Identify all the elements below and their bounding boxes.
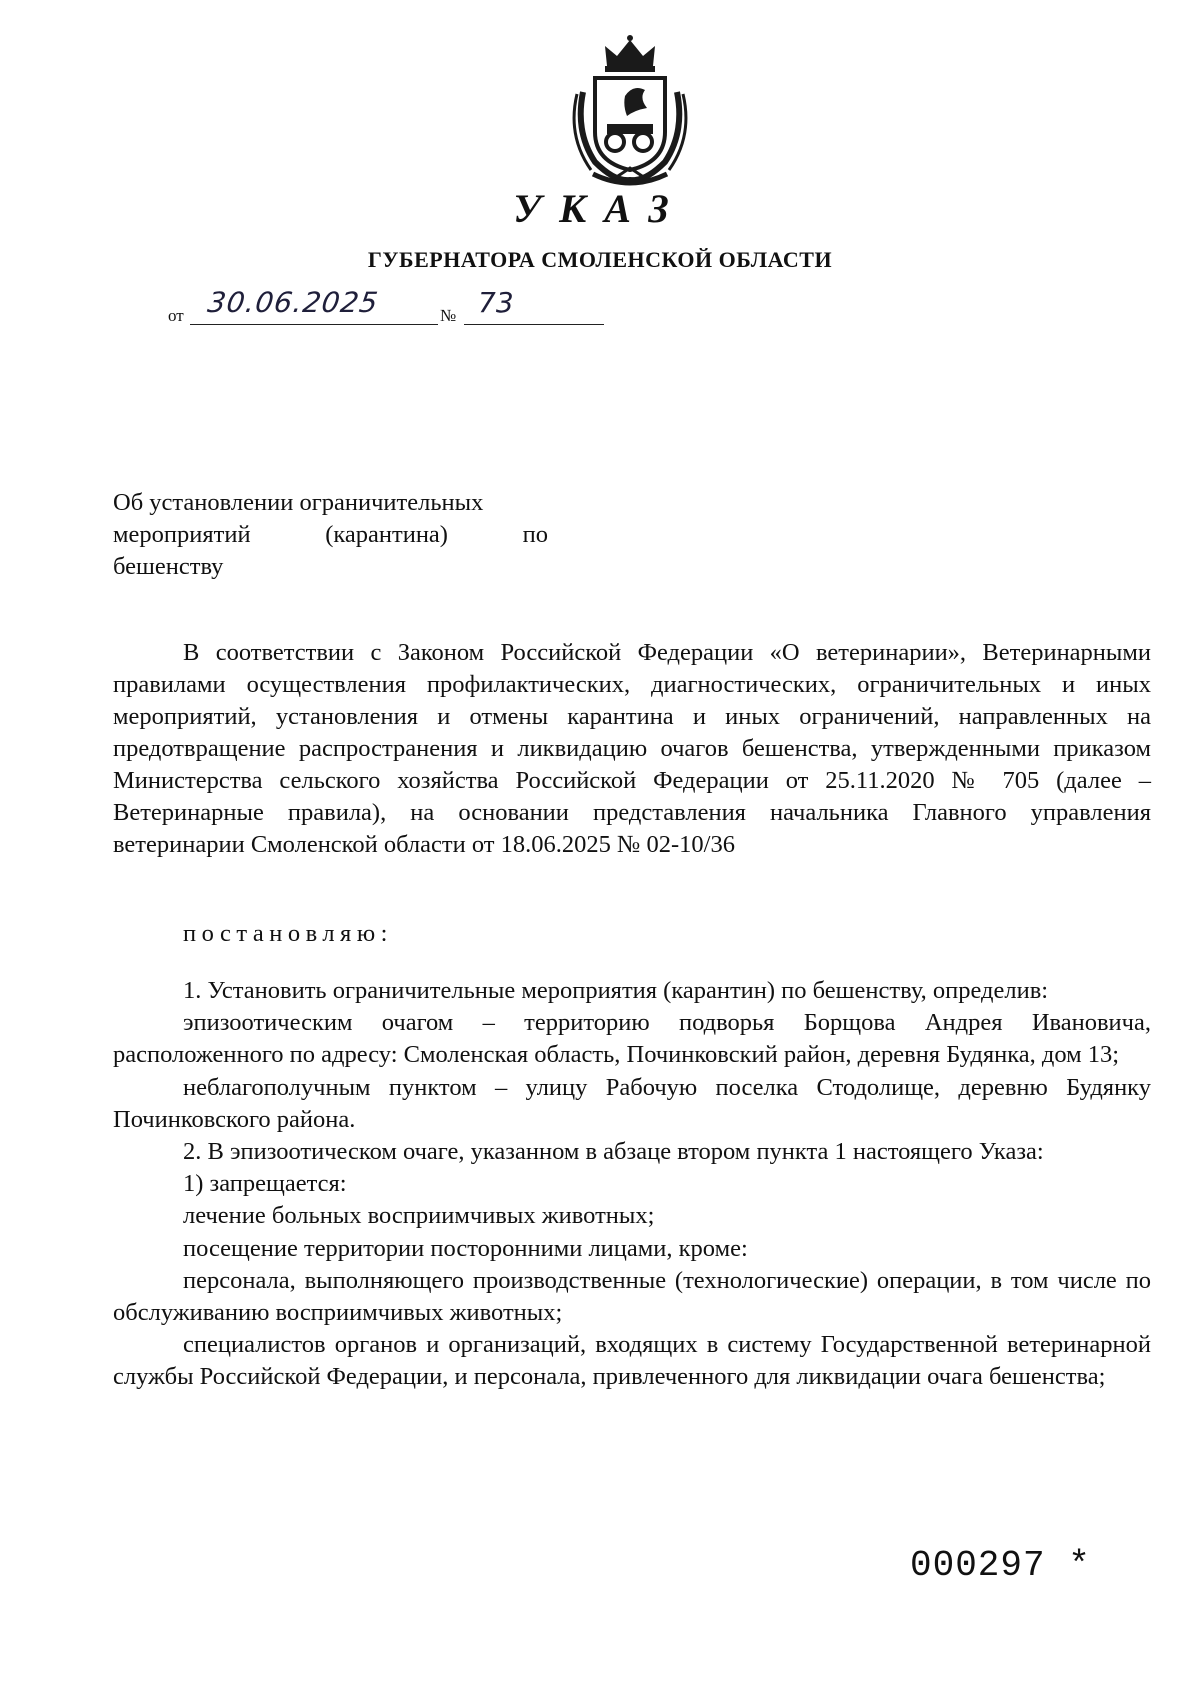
document-title: УКАЗ [513, 186, 687, 231]
handwritten-number: 73 [478, 286, 514, 319]
item-paragraph: 1) запрещается: [183, 1170, 347, 1198]
dateline [168, 286, 608, 330]
date-prefix-label: от [168, 306, 184, 325]
subject-word: по [522, 521, 548, 548]
item-paragraph: эпизоотическим очагом – территорию подворья Борщова Андрея Ивановича, расположенного по адресу: Смоленская область, Починковский район, деревня Будянка, дом 13; [113, 1009, 1151, 1069]
item-paragraph: 2. В эпизоотическом очаге, указанном в абзаце втором пункта 1 настоящего Указа: [183, 1138, 1044, 1166]
handwritten-date: 30.06.2025 [205, 286, 381, 319]
subject-word: (карантина) [325, 521, 448, 548]
subject-line: Об установлении ограничительных [113, 489, 484, 516]
item-paragraph: лечение больных восприимчивых животных; [183, 1202, 655, 1230]
subject-line: бешенству [113, 553, 224, 580]
subject-line-justified [113, 519, 548, 551]
item-paragraph: посещение территории посторонними лицами, кроме: [183, 1234, 748, 1262]
preamble-block [113, 637, 1151, 861]
subject-word: мероприятий [113, 521, 251, 548]
serial-number: 000297 * [910, 1545, 1091, 1586]
document-subject [113, 487, 548, 583]
decree-word: постановляю: [183, 920, 393, 947]
item-paragraph: неблагополучным пунктом – улицу Рабочую поселка Стодолище, деревню Будянку Починковского района. [113, 1073, 1151, 1133]
date-underline [190, 324, 438, 325]
issuer-title: ГУБЕРНАТОРА СМОЛЕНСКОЙ ОБЛАСТИ [367, 247, 833, 272]
decree-items [113, 975, 1151, 1394]
item-paragraph: специалистов органов и организаций, входящих в систему Государственной ветеринарной службы Российской Федерации, и персонала, привлеченного для ликвидации очага бешенства; [113, 1331, 1151, 1391]
item-paragraph: 1. Установить ограничительные мероприятия (карантин) по бешенству, определив: [183, 977, 1049, 1004]
item-paragraph: персонала, выполняющего производственные (технологические) операции, в том числе по обслуживанию восприимчивых животных; [113, 1266, 1151, 1327]
preamble-paragraph: В соответствии с Законом Российской Федерации «О ветеринарии», Ветеринарными правилами осуществления профилактических, диагностических, ограничительных и иных мероприятий, установления и отмены карантина и иных ограничений, направленных на предотвращение распространения и ликвидацию очагов бешенства, утвержденными приказом Министерства сельского хозяйства Российской Федерации от 25.11.2020 № 705 (далее – Ветеринарные правила), на основании представления начальника Главного управления ветеринарии Смоленской области от 18.06.2025 № 02-10/36 [113, 639, 1151, 858]
number-underline [464, 324, 604, 325]
number-sign-label: № [440, 306, 457, 325]
coat-of-arms-emblem [555, 32, 705, 192]
